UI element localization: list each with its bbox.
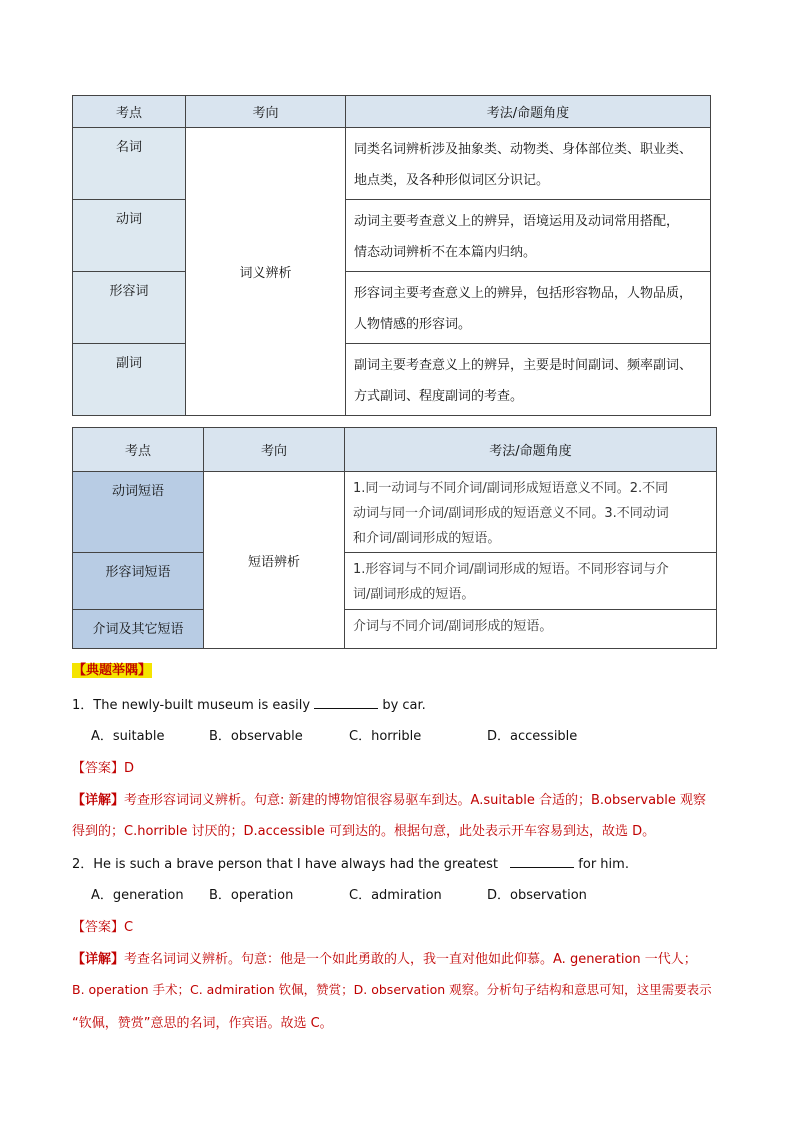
table-row: [73, 128, 711, 200]
question-stem: 2．He is such a brave person that I have always had the greatest for him.: [72, 857, 629, 872]
option-b: B．operation: [209, 888, 294, 903]
option-b: B．observable: [209, 729, 303, 744]
table-header-row: [73, 428, 717, 472]
header-kaodian: 考点: [73, 96, 186, 128]
explanation-line: 得到的；C.horrible 讨厌的；D.accessible 可到达的。根据句意，此处表示开车容易到达，故选 D。: [72, 824, 656, 839]
description-cell: [346, 272, 711, 344]
table-row: [73, 610, 717, 649]
phrase-table: [72, 427, 717, 649]
answer-line: 【答案】D: [72, 761, 135, 776]
desc-line: 动词主要考查意义上的辨异，语境运用及动词常用搭配，: [354, 214, 680, 229]
header-kaodian: 考点: [73, 428, 204, 472]
table-row: [73, 553, 717, 610]
description-cell: [345, 610, 717, 649]
desc-line: 词/副词形成的短语。: [353, 587, 475, 602]
table-row: [73, 344, 711, 416]
description-cell: [346, 128, 711, 200]
desc-line: 方式副词、程度副词的考查。: [354, 389, 524, 404]
desc-line: 同类名词辨析涉及抽象类、动物类、身体部位类、职业类、: [354, 142, 693, 157]
explanation-line: B. operation 手术；C. admiration 钦佩，赞赏；D. observation 观察。分析句子结构和意思可知，这里需要表示: [72, 982, 712, 997]
table-row: [73, 200, 711, 272]
desc-line: 1.形容词与不同介词/副词形成的短语。不同形容词与介: [353, 562, 669, 577]
category-cell: 形容词: [73, 272, 186, 344]
option-a: A．generation: [91, 888, 184, 903]
description-cell: [345, 553, 717, 610]
description-cell: [346, 200, 711, 272]
desc-line: 形容词主要考查意义上的辨异，包括形容物品，人物品质，: [354, 286, 693, 301]
header-kaofa: 考法/命题角度: [346, 96, 711, 128]
explanation-line: 【详解】考查名词词义辨析。句意：他是一个如此勇敢的人，我一直对他如此仰慕。A. generation 一代人；: [72, 952, 697, 967]
options-row: [91, 725, 577, 744]
category-cell: 名词: [73, 128, 186, 200]
option-c: C．admiration: [349, 888, 442, 903]
category-cell: 动词短语: [73, 472, 204, 553]
description-cell: [345, 472, 717, 553]
desc-line: 情态动词辨析不在本篇内归纳。: [354, 245, 537, 260]
desc-line: 动词与同一介词/副词形成的短语意义不同。3.不同动词: [353, 506, 669, 521]
direction-cell: 短语辨析: [204, 472, 345, 649]
options-row: [91, 884, 587, 903]
option-c: C．horrible: [349, 729, 422, 744]
section-title: 【典题举隅】: [73, 663, 152, 678]
direction-cell: 词义辨析: [186, 128, 346, 416]
category-cell: 形容词短语: [73, 553, 204, 610]
desc-line: 1.同一动词与不同介词/副词形成短语意义不同。2.不同: [353, 481, 669, 496]
answer-blank: [314, 696, 378, 709]
table-row: [73, 272, 711, 344]
header-kaoxiang: 考向: [186, 96, 346, 128]
table-header-row: [73, 96, 711, 128]
desc-line: 人物情感的形容词。: [354, 317, 472, 332]
table-row: [73, 472, 717, 553]
answer-line: 【答案】C: [72, 920, 134, 935]
option-d: D．accessible: [487, 729, 578, 744]
category-cell: 动词: [73, 200, 186, 272]
answer-blank: [510, 855, 574, 868]
explanation-line: “钦佩，赞赏”意思的名词，作宾语。故选 C。: [72, 1016, 333, 1031]
word-meaning-table: [72, 95, 711, 416]
category-cell: 介词及其它短语: [73, 610, 204, 649]
header-kaofa: 考法/命题角度: [345, 428, 717, 472]
option-d: D．observation: [487, 888, 587, 903]
desc-line: 介词与不同介词/副词形成的短语。: [353, 619, 553, 634]
explanation-line: 【详解】考查形容词词义辨析。句意: 新建的博物馆很容易驱车到达。A.suitable 合适的；B.observable 观察: [72, 793, 707, 808]
question-stem: 1．The newly-built museum is easily by car.: [72, 698, 426, 713]
category-cell: 副词: [73, 344, 186, 416]
desc-line: 和介词/副词形成的短语。: [353, 531, 501, 546]
header-kaoxiang: 考向: [204, 428, 345, 472]
description-cell: [346, 344, 711, 416]
option-a: A．suitable: [91, 729, 165, 744]
desc-line: 地点类，及各种形似词区分识记。: [354, 173, 550, 188]
desc-line: 副词主要考查意义上的辨异，主要是时间副词、频率副词、: [354, 358, 693, 373]
